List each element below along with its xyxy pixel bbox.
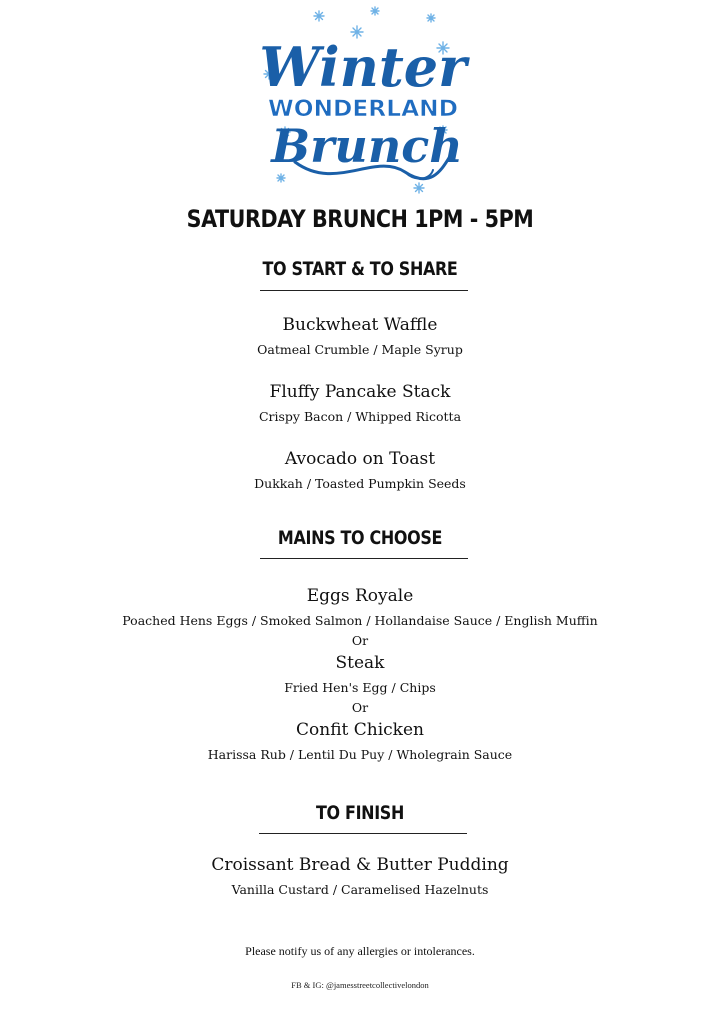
section-title-mains: MAINS TO CHOOSE (277, 527, 443, 549)
dish-description: Dukkah / Toasted Pumpkin Seeds (254, 476, 466, 491)
dish-name: Eggs Royale (306, 586, 414, 606)
section-divider (260, 558, 468, 559)
winter-wonderland-brunch-logo (255, 2, 470, 198)
social-handle: FB & IG: @jamesstreetcollectivelondon (291, 980, 429, 990)
dish-name: Avocado on Toast (284, 449, 436, 469)
dish-name: Buckwheat Waffle (282, 315, 438, 335)
brunch-hours-headline: SATURDAY BRUNCH 1PM - 5PM (186, 205, 534, 233)
logo-line-winter: Winter (259, 35, 467, 99)
section-title-start: TO START & TO SHARE (262, 258, 458, 280)
dish-description: Crispy Bacon / Whipped Ricotta (258, 409, 462, 424)
dish-description: Oatmeal Crumble / Maple Syrup (257, 342, 463, 357)
logo-graphic (255, 2, 470, 198)
logo-line-brunch: Brunch (271, 119, 463, 173)
or-separator: Or (351, 700, 369, 715)
allergy-note: Please notify us of any allergies or intolerances. (245, 944, 475, 958)
dish-name: Croissant Bread & Butter Pudding (211, 855, 509, 875)
section-divider (260, 290, 468, 291)
dish-name: Confit Chicken (296, 720, 424, 740)
dish-description: Fried Hen's Egg / Chips (284, 680, 436, 695)
dish-description: Vanilla Custard / Caramelised Hazelnuts (231, 882, 489, 897)
or-separator: Or (351, 633, 369, 648)
dish-name: Fluffy Pancake Stack (269, 382, 451, 402)
section-divider (259, 833, 467, 834)
section-title-finish: TO FINISH (316, 802, 404, 824)
logo-line-wonderland: WONDERLAND (268, 97, 458, 122)
dish-name: Steak (335, 653, 385, 673)
dish-description: Harissa Rub / Lentil Du Puy / Wholegrain Sauce (207, 747, 513, 762)
dish-description: Poached Hens Eggs / Smoked Salmon / Hollandaise Sauce / English Muffin (122, 613, 598, 628)
